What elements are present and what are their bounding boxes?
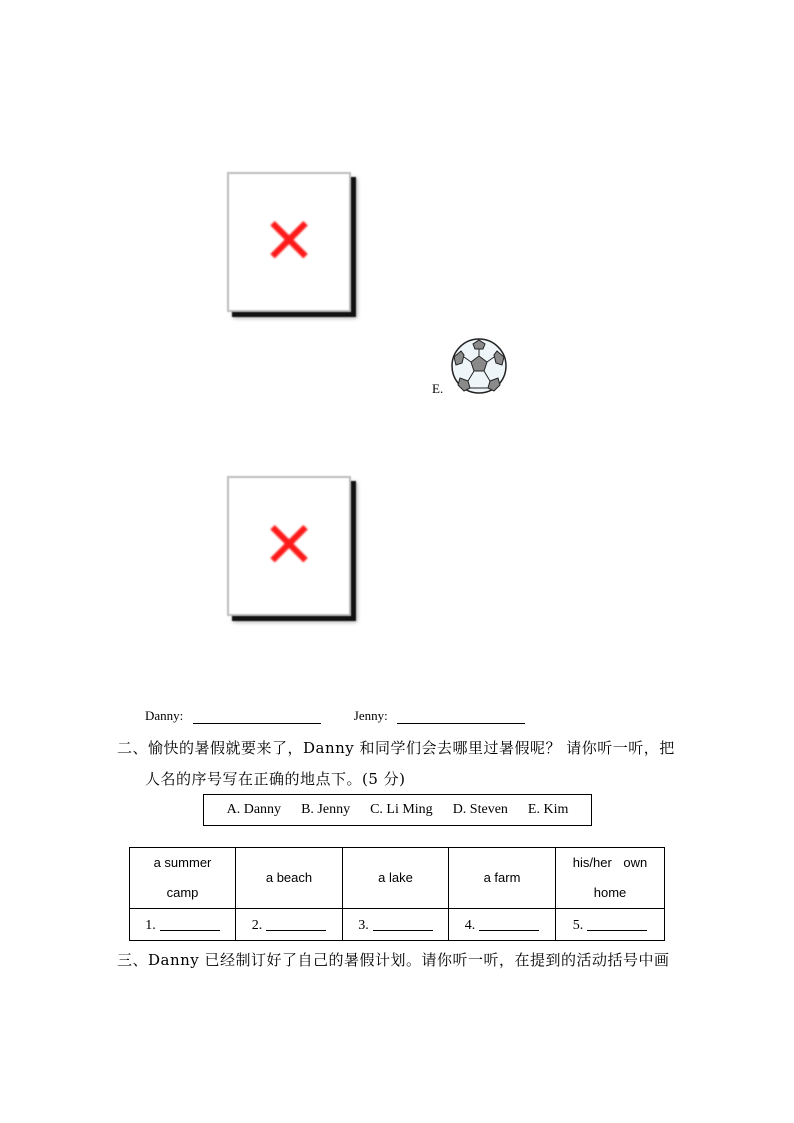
table-row bbox=[130, 909, 665, 941]
answer-cell-2[interactable]: 2. bbox=[236, 909, 343, 941]
broken-image-placeholder bbox=[227, 172, 351, 312]
place-farm: a farm bbox=[449, 848, 556, 909]
broken-image-placeholder bbox=[227, 476, 351, 616]
broken-image-icon: ✕ bbox=[262, 205, 316, 279]
answer-line bbox=[145, 708, 565, 724]
section2-title-line2: 人名的序号写在正确的地点下。(5 分) bbox=[145, 770, 406, 788]
place-lake: a lake bbox=[343, 848, 449, 909]
name-choices-box bbox=[203, 794, 592, 826]
place-summer-camp: a summer camp bbox=[130, 848, 236, 909]
answer-cell-3[interactable]: 3. bbox=[343, 909, 449, 941]
option-e-label: E. bbox=[432, 381, 444, 396]
choice-e: E. Kim bbox=[527, 802, 569, 817]
place-own-home: his/her own home bbox=[556, 848, 665, 909]
answer-cell-4[interactable]: 4. bbox=[449, 909, 556, 941]
place-beach: a beach bbox=[236, 848, 343, 909]
danny-label: Danny: bbox=[145, 708, 184, 723]
places-table bbox=[129, 847, 665, 941]
choice-a: A. Danny bbox=[226, 802, 282, 817]
answer-cell-1[interactable]: 1. bbox=[130, 909, 236, 941]
choice-b: B. Jenny bbox=[301, 802, 351, 817]
jenny-answer-blank[interactable] bbox=[397, 709, 525, 724]
choice-c: C. Li Ming bbox=[370, 802, 433, 817]
danny-answer-blank[interactable] bbox=[193, 709, 321, 724]
answer-cell-5[interactable]: 5. bbox=[556, 909, 665, 941]
section3-title-line1: 三、Danny 已经制订好了自己的暑假计划。请你听一听，在提到的活动括号中画 bbox=[117, 951, 670, 969]
broken-image-icon: ✕ bbox=[262, 509, 316, 583]
jenny-label: Jenny: bbox=[353, 708, 388, 723]
choice-d: D. Steven bbox=[452, 802, 508, 817]
section2-title-line1: 二、愉快的暑假就要来了，Danny 和同学们会去哪里过暑假呢？ 请你听一听，把 bbox=[117, 739, 675, 757]
table-row bbox=[130, 848, 665, 909]
soccer-ball-icon bbox=[450, 337, 508, 395]
